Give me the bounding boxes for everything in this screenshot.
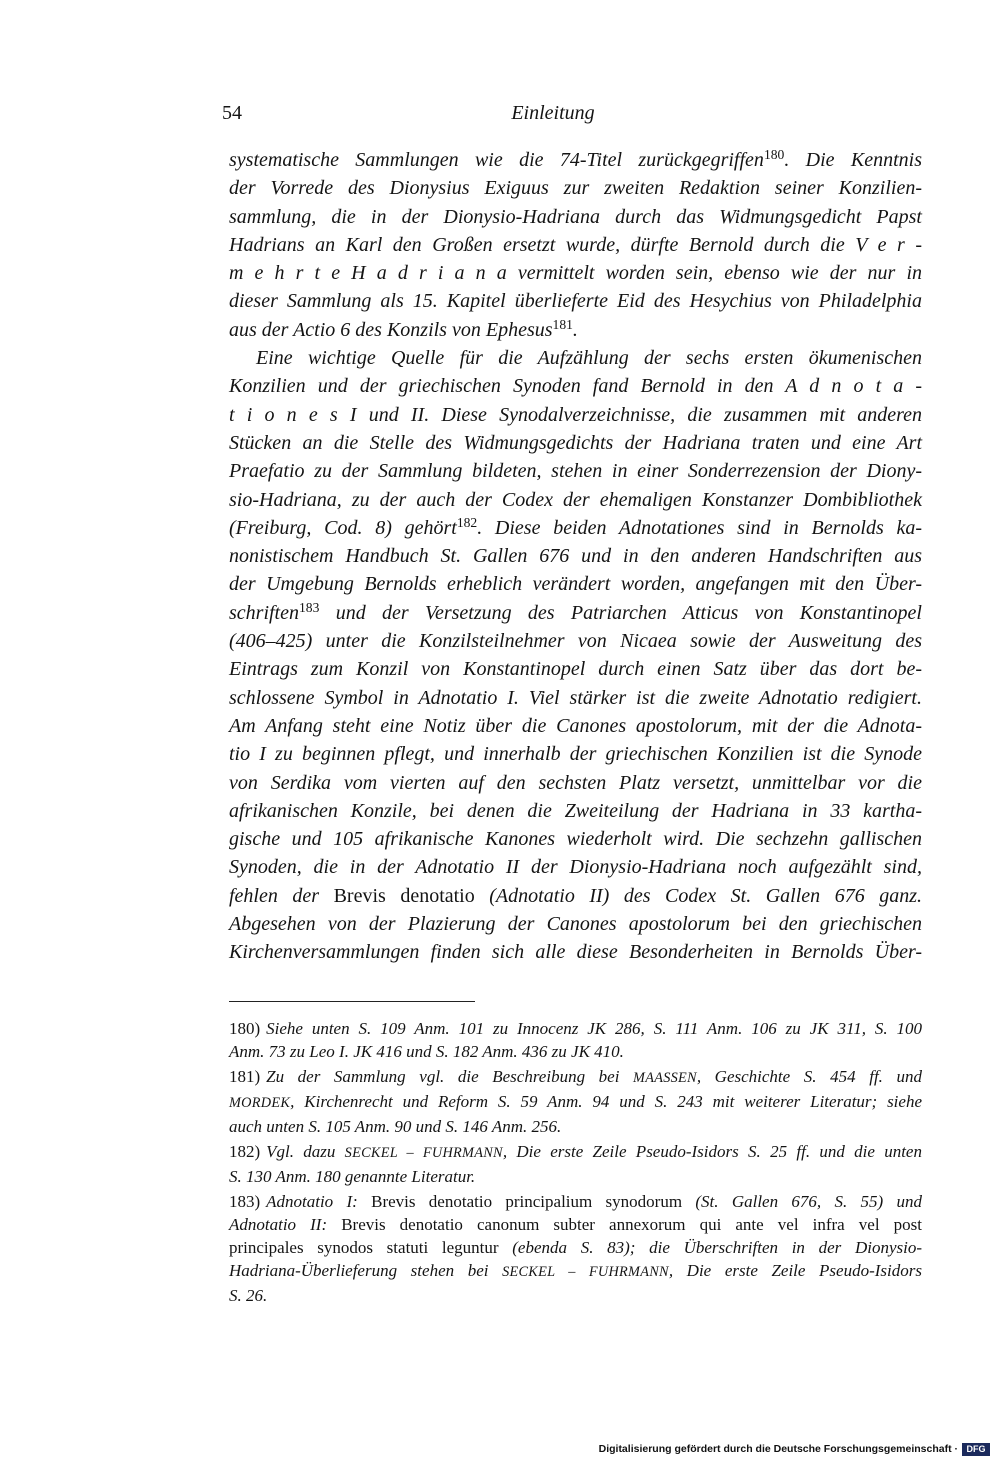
author-name: SECKEL – FUHRMANN bbox=[344, 1144, 503, 1161]
text-run: Konzilien und der griechischen Synoden fand Bernold in den A d n o t a - bbox=[229, 375, 922, 398]
footnote-reference: 180 bbox=[763, 147, 785, 163]
text-line bbox=[229, 882, 922, 910]
text-run: sammlung, die in der Dionysio-Hadriana durch das Widmungsgedicht Papst bbox=[229, 205, 922, 228]
text-line bbox=[229, 203, 922, 231]
footnote-reference: 183 bbox=[299, 599, 320, 615]
text-run: gische und 105 afrikanische Kanones wiederholt wird. Die sechzehn gallischen bbox=[229, 828, 922, 851]
digitization-credit: Digitalisierung gefördert durch die Deutsche Forschungsgemeinschaft · bbox=[598, 1443, 958, 1455]
footnote-reference: 182 bbox=[456, 515, 478, 531]
text-run: afrikanischen Konzile, bei denen die Zweiteilung der Hadriana in 33 kartha- bbox=[229, 799, 922, 822]
text-line bbox=[229, 401, 922, 429]
text-run: Kirchenversammlungen finden sich alle diese Besonderheiten in Bernolds Über- bbox=[229, 941, 922, 964]
text-line bbox=[229, 910, 922, 938]
text-run: Synoden, die in der Adnotatio II der Dionysio-Hadriana noch aufgezählt sind, bbox=[229, 856, 922, 879]
text-run: Anm. 73 zu Leo I. JK 416 und S. 182 Anm. 436 zu JK 410. bbox=[229, 1041, 624, 1061]
text-run: S. 130 Anm. 180 genannte Literatur. bbox=[229, 1166, 476, 1186]
text-line bbox=[229, 287, 922, 315]
author-name: MAASSEN bbox=[633, 1069, 697, 1086]
footnote-number: 183) bbox=[229, 1191, 261, 1211]
text-run: (Freiburg, Cod. 8) gehört bbox=[229, 516, 457, 539]
text-run: (406–425) unter die Konzilsteilnehmer von Nicaea sowie der Ausweitung des bbox=[229, 630, 922, 653]
text-line bbox=[229, 570, 922, 598]
text-run: , Kirchenrecht und Reform S. 59 Anm. 94 und S. 243 mit weiterer Literatur; siehe bbox=[290, 1091, 922, 1111]
text-run: . Diese beiden Adnotationes sind in Bernolds ka- bbox=[477, 516, 923, 539]
text-line bbox=[229, 372, 922, 400]
text-run: , Die erste Zeile Pseudo-Isidors S. 25 ff. und die unten bbox=[502, 1141, 922, 1161]
text-line bbox=[229, 514, 922, 542]
footnote-line bbox=[229, 1236, 922, 1259]
text-line bbox=[229, 316, 922, 344]
footnote-line bbox=[229, 1040, 922, 1063]
text-run: Zu der Sammlung vgl. die Beschreibung bei bbox=[266, 1066, 634, 1086]
text-run: Vgl. dazu bbox=[266, 1141, 345, 1161]
text-run: Am Anfang steht eine Notiz über die Canones apostolorum, mit der die Adnota- bbox=[229, 714, 922, 737]
text-run: und der Versetzung des Patriarchen Atticus von Konstantinopel bbox=[319, 601, 922, 624]
author-name: MORDEK bbox=[229, 1094, 291, 1111]
footnote-line bbox=[229, 1165, 922, 1188]
footnote bbox=[229, 1017, 922, 1063]
text-line bbox=[229, 684, 922, 712]
text-run: , Die erste Zeile Pseudo-Isidors bbox=[668, 1260, 922, 1280]
footnote-line bbox=[229, 1115, 922, 1138]
text-line bbox=[229, 740, 922, 768]
footnote-number: 182) bbox=[229, 1141, 261, 1161]
footnote bbox=[229, 1140, 922, 1188]
text-line bbox=[229, 938, 922, 966]
text-run: (Adnotatio II) des Codex St. Gallen 676 ganz. bbox=[474, 884, 922, 907]
text-run: (ebenda S. 83); die Überschriften in der Dionysio- bbox=[512, 1237, 923, 1257]
footnote-reference: 181 bbox=[552, 316, 573, 332]
text-run: systematische Sammlungen wie die 74-Titel zurückgegriffen bbox=[229, 149, 764, 171]
author-name: SECKEL – FUHRMANN bbox=[502, 1263, 669, 1280]
quoted-title: Brevis denotatio canonum subter annexorum qui ante vel infra vel post bbox=[341, 1214, 922, 1234]
text-run: von Serdika vom vierten auf den sechsten Platz versetzt, unmittelbar vor die bbox=[229, 771, 922, 794]
text-run: dieser Sammlung als 15. Kapitel überlieferte Eid des Hesychius von Philadelphia bbox=[229, 290, 922, 313]
text-run: nonistischem Handbuch St. Gallen 676 und in den anderen Handschriften aus bbox=[229, 545, 922, 568]
text-run: tio I zu beginnen pflegt, und innerhalb der griechischen Konzilien ist die Synode bbox=[229, 743, 922, 766]
text-line bbox=[229, 655, 922, 683]
dfg-logo: DFG bbox=[962, 1443, 990, 1456]
text-line bbox=[229, 825, 922, 853]
text-run: schriften bbox=[229, 601, 299, 624]
footnote-line bbox=[229, 1259, 922, 1284]
footnote-rule bbox=[229, 1001, 475, 1002]
text-line bbox=[229, 542, 922, 570]
text-run: (St. Gallen 676, S. 55) und bbox=[682, 1191, 922, 1211]
text-line bbox=[229, 146, 922, 174]
footnote-line bbox=[229, 1284, 922, 1307]
body-text bbox=[229, 146, 922, 967]
footnote-line bbox=[229, 1213, 922, 1236]
footnote bbox=[229, 1190, 922, 1307]
text-line bbox=[229, 769, 922, 797]
text-run: Eine wichtige Quelle für die Aufzählung der sechs ersten ökumenischen bbox=[256, 347, 922, 370]
text-run: m e h r t e H a d r i a n a vermittelt worden sein, ebenso wie der nur in bbox=[229, 262, 922, 285]
text-line bbox=[229, 599, 922, 627]
text-line bbox=[229, 344, 922, 372]
text-run: aus der Actio 6 des Konzils von Ephesus bbox=[229, 318, 553, 341]
text-run: S. 26. bbox=[229, 1285, 268, 1305]
text-line bbox=[229, 853, 922, 881]
paragraph bbox=[229, 146, 922, 344]
footnote-number: 181) bbox=[229, 1066, 261, 1086]
text-run: Hadrians an Karl den Großen ersetzt wurde, dürfte Bernold durch die V e r - bbox=[229, 233, 922, 256]
footnote-line bbox=[229, 1140, 922, 1165]
footnote bbox=[229, 1065, 922, 1138]
page-number: 54 bbox=[222, 102, 242, 124]
text-line bbox=[229, 174, 922, 202]
quoted-title: principales synodos statuti leguntur bbox=[229, 1237, 513, 1257]
quoted-title: Brevis denotatio bbox=[333, 884, 475, 907]
text-run: Adnotatio II: bbox=[229, 1214, 342, 1234]
running-title: Einleitung bbox=[511, 102, 595, 124]
text-run: sio-Hadriana, zu der auch der Codex der ehemaligen Konstanzer Dombibliothek bbox=[229, 488, 922, 511]
text-run: t i o n e s I und II. Diese Synodalverzeichnisse, die zusammen mit anderen bbox=[229, 403, 922, 426]
footnotes bbox=[229, 1017, 922, 1307]
text-run: auch unten S. 105 Anm. 90 und S. 146 Anm. 256. bbox=[229, 1116, 562, 1136]
text-run: . Die Kenntnis bbox=[784, 149, 922, 171]
text-run: Abgesehen von der Plazierung der Canones apostolorum bei den griechischen bbox=[229, 913, 922, 936]
text-line bbox=[229, 429, 922, 457]
text-run: Adnotatio I: bbox=[266, 1191, 372, 1211]
text-line bbox=[229, 457, 922, 485]
footnote-line bbox=[229, 1190, 922, 1213]
text-run: Eintrags zum Konzil von Konstantinopel durch einen Satz über das dort be- bbox=[229, 658, 922, 681]
text-run: Hadriana-Überlieferung stehen bei bbox=[229, 1260, 503, 1280]
text-run: , Geschichte S. 454 ff. und bbox=[696, 1066, 923, 1086]
text-line bbox=[229, 259, 922, 287]
text-line bbox=[229, 486, 922, 514]
text-run: Siehe unten S. 109 Anm. 101 zu Innocenz JK 286, S. 111 Anm. 106 zu JK 311, S. 100 bbox=[266, 1018, 922, 1038]
text-line bbox=[229, 712, 922, 740]
text-run: schlossene Symbol in Adnotatio I. Viel stärker ist die zweite Adnotatio redigiert. bbox=[229, 686, 922, 709]
quoted-title: Brevis denotatio principalium synodorum bbox=[371, 1191, 683, 1211]
footnote-number: 180) bbox=[229, 1018, 261, 1038]
text-run: der Vorrede des Dionysius Exiguus zur zweiten Redaktion seiner Konzilien- bbox=[229, 177, 922, 200]
text-line bbox=[229, 627, 922, 655]
footnote-line bbox=[229, 1017, 922, 1040]
footnote-line bbox=[229, 1090, 922, 1115]
text-run: der Umgebung Bernolds erheblich verändert worden, angefangen mit den Über- bbox=[229, 573, 922, 596]
text-run: Stücken an die Stelle des Widmungsgedichts der Hadriana traten und eine Art bbox=[229, 431, 922, 454]
text-line bbox=[229, 797, 922, 825]
text-run: . bbox=[572, 318, 578, 341]
text-run: fehlen der bbox=[229, 884, 334, 907]
text-line bbox=[229, 231, 922, 259]
footnote-line bbox=[229, 1065, 922, 1090]
text-run: Praefatio zu der Sammlung bildeten, stehen in einer Sonderrezension der Diony- bbox=[229, 460, 922, 483]
paragraph bbox=[229, 344, 922, 967]
